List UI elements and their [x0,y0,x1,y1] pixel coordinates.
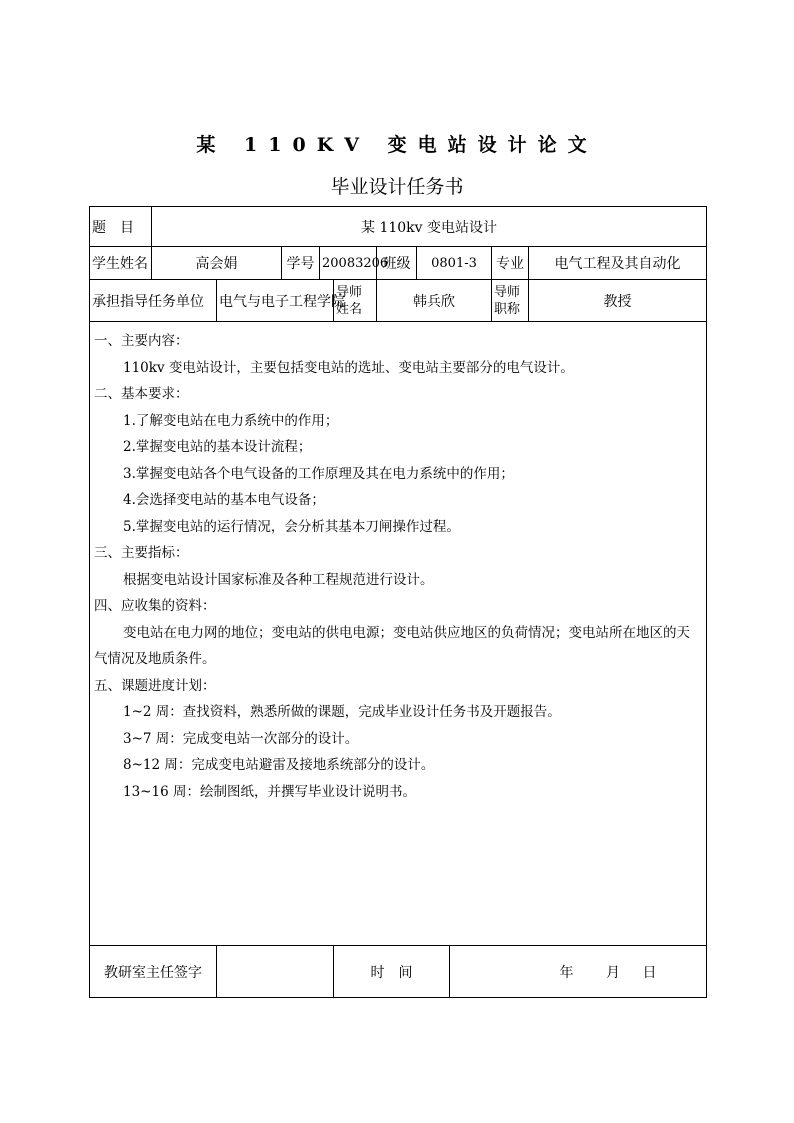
document-subtitle: 毕业设计任务书 [330,176,464,198]
section-2-heading: 二、基本要求： [94,386,189,402]
major-label: 专业 [492,247,529,280]
requirement-item: 2.掌握变电站的基本设计流程； [123,439,312,455]
schedule-item: 8~12 周：完成变电站避雷及接地系统部分的设计。 [123,757,435,773]
class-value: 0801-3 [417,247,492,280]
unit-value: 电气与电子工程学院 [217,280,334,322]
advisor-name-value: 韩兵欣 [377,280,492,322]
signature-row [90,946,707,998]
section-1-heading: 一、主要内容： [94,333,189,349]
requirement-item: 5.掌握变电站的运行情况，会分析其基本刀闸操作过程。 [123,518,460,535]
month-label: 月 [606,964,620,981]
student-id-value: 20083206 [320,247,377,280]
advisor-name-label-line1: 导师 [336,284,363,300]
document-title: 某 110KV 变电站设计论文 [196,134,598,156]
unit-label: 承担指导任务单位 [90,280,217,322]
task-form-table [89,206,707,998]
advisor-rank-label-line1: 导师 [494,284,521,300]
schedule-item: 13~16 周：绘制图纸，并撰写毕业设计说明书。 [123,783,416,800]
requirement-item: 3.掌握变电站各个电气设备的工作原理及其在电力系统中的作用； [123,465,514,482]
section-4-heading: 四、应收集的资料： [94,598,216,614]
requirement-item: 1.了解变电站在电力系统中的作用； [123,412,339,429]
content-cell [90,322,707,946]
student-name-value: 高会娟 [152,247,282,280]
topic-label: 题 目 [90,207,152,247]
student-row [90,247,707,280]
topic-value: 某 110kv 变电站设计 [152,207,707,247]
schedule-item: 3~7 周：完成变电站一次部分的设计。 [123,730,359,747]
day-label: 日 [642,964,657,981]
advisor-rank-label [492,280,529,322]
sign-value [217,946,334,998]
advisor-name-label [334,280,377,322]
advisor-rank-value: 教授 [529,280,707,322]
section-4-text: 变电站在电力网的地位；变电站的供电电源；变电站供应地区的负荷情况；变电站所在地区的天气情况及地质条件。 [94,624,690,667]
student-name-label: 学生姓名 [90,247,152,280]
advisor-row [90,280,707,322]
requirement-item: 4.会选择变电站的基本电气设备； [123,492,325,508]
sign-label: 教研室主任签字 [90,946,217,998]
class-label: 班级 [377,247,417,280]
major-value: 电气工程及其自动化 [529,247,707,280]
section-3-text: 根据变电站设计国家标准及各种工程规范进行设计。 [123,571,434,588]
date-value [450,946,707,998]
topic-row [90,207,707,247]
section-3-heading: 三、主要指标： [94,545,189,561]
time-label: 时 间 [334,946,450,998]
section-5-heading: 五、课题进度计划： [94,677,216,694]
student-id-label: 学号 [282,247,320,280]
schedule-item: 1~2 周：查找资料，熟悉所做的课题，完成毕业设计任务书及开题报告。 [123,704,561,720]
year-label: 年 [559,964,574,981]
advisor-name-label-line2: 姓名 [336,301,363,317]
section-1-text: 110kv 变电站设计，主要包括变电站的选址、变电站主要部分的电气设计。 [123,359,574,376]
advisor-rank-label-line2: 职称 [494,301,521,317]
content-row [90,322,707,946]
